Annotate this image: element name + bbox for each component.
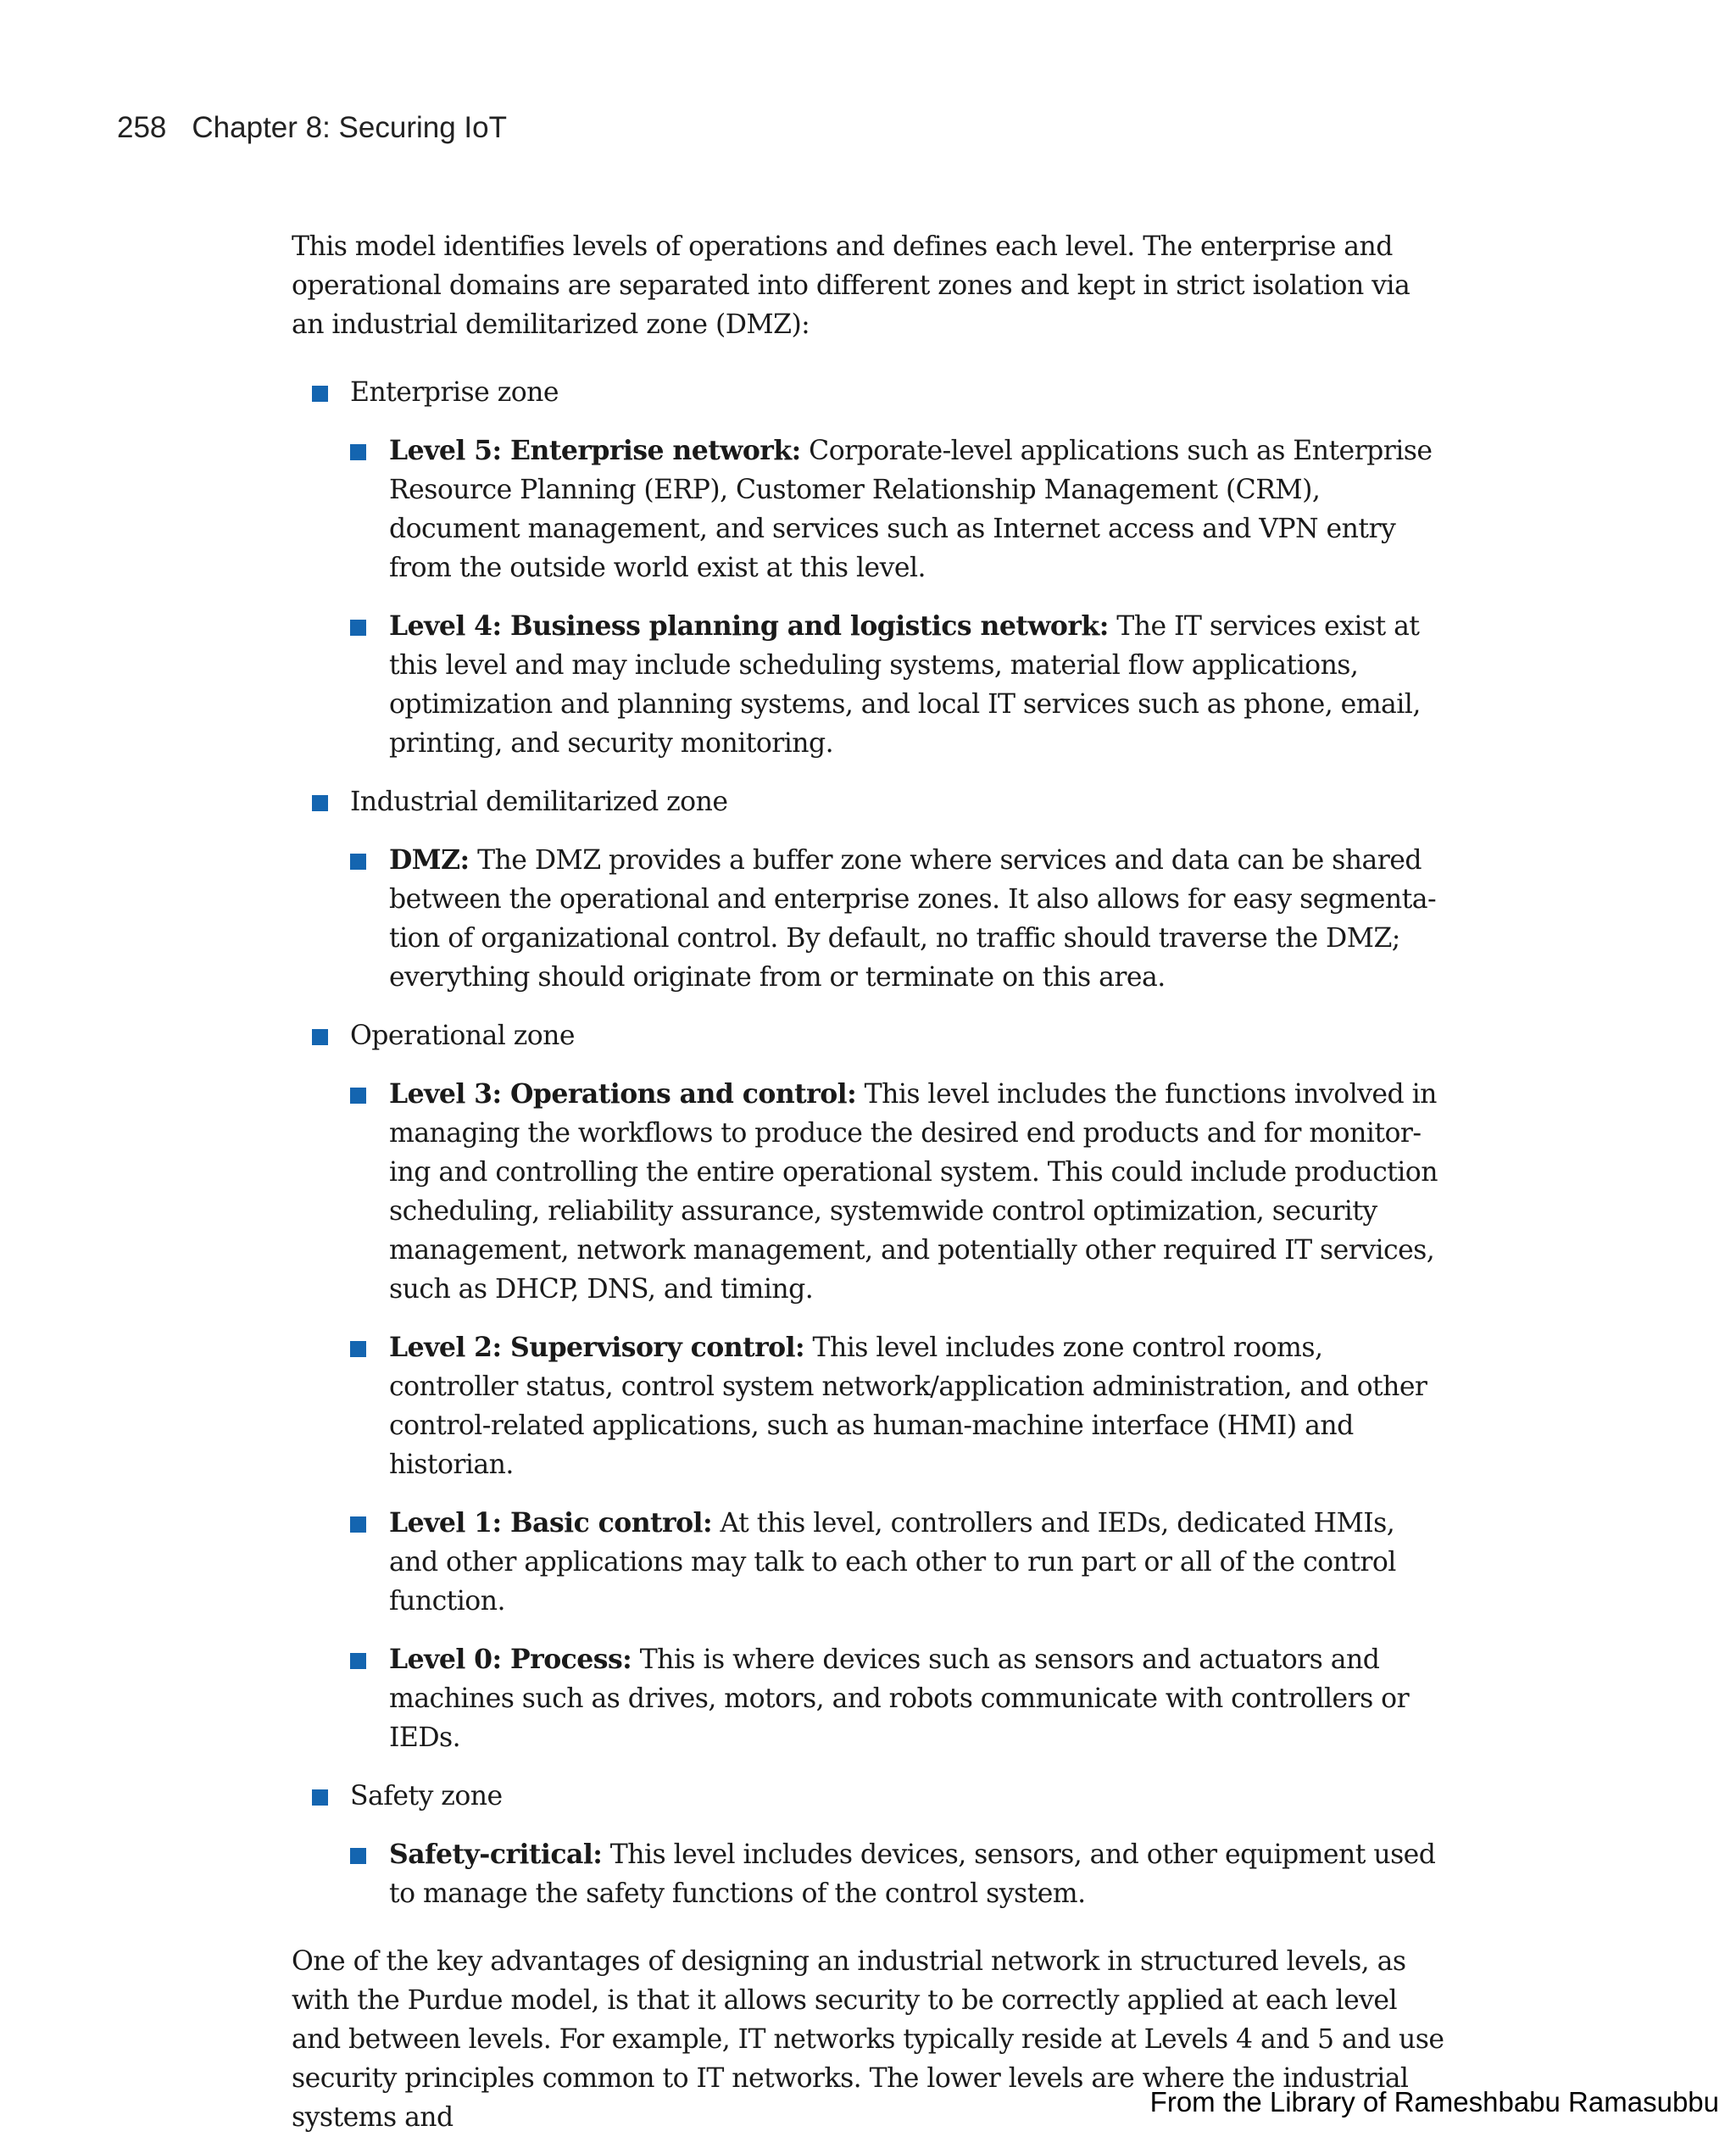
- level-description: This level includes the functions involved in managing the workflows to produce the desired end products and for monitoring and controlling the entire operational system. This could include production scheduling, reliability assurance, systemwide control optimization, security management, network management, and potentially other required IT services, such as DHCP, DNS, and timing.: [389, 1079, 1438, 1305]
- intro-paragraph: This model identifies levels of operations and defines each level. The enterprise and operational domains are separated into different zones and kept in strict isolation via an industrial demilitarized zone (DMZ):: [292, 231, 1410, 340]
- level-description: This is where devices such as sensors and actuators and machines such as drives, motors, and robots communicate with controllers or IEDs.: [389, 1644, 1410, 1753]
- zone-list: [292, 373, 1444, 1913]
- level-term: Level 0: Process:: [389, 1644, 632, 1675]
- square-bullet-icon: [312, 795, 328, 811]
- page-number: 258: [117, 111, 167, 144]
- zone-item: [292, 1777, 1444, 1913]
- level-item: [350, 431, 1444, 587]
- zone-item: [292, 782, 1444, 997]
- level-list: [350, 1075, 1444, 1757]
- level-item: [350, 1835, 1444, 1913]
- level-description: Corporate-level applications such as Enterprise Resource Planning (ERP), Customer Relationship Management (CRM), document management, and services such as Internet access and VPN entry from the outside world exist at this level.: [389, 436, 1433, 583]
- level-description: At this level, controllers and IEDs, dedicated HMIs, and other applications may talk to each other to run part or all of the control function.: [389, 1508, 1396, 1617]
- square-bullet-icon: [350, 444, 366, 460]
- zone-item: [292, 373, 1444, 763]
- level-term: Level 5: Enterprise network:: [389, 435, 801, 466]
- level-term: Safety-critical:: [389, 1839, 603, 1870]
- level-item: [350, 1075, 1444, 1309]
- square-bullet-icon: [350, 1341, 366, 1357]
- square-bullet-icon: [350, 1653, 366, 1669]
- level-term: Level 4: Business planning and logistics network:: [389, 610, 1109, 642]
- square-bullet-icon: [312, 386, 328, 402]
- level-item: [350, 1504, 1444, 1621]
- level-item: [350, 1640, 1444, 1757]
- level-list: [350, 431, 1444, 763]
- library-watermark: From the Library of Rameshbabu Ramasubbu: [1149, 2086, 1719, 2117]
- chapter-title: Chapter 8: Securing IoT: [192, 111, 507, 144]
- level-item: [350, 1328, 1444, 1484]
- square-bullet-icon: [312, 1789, 328, 1806]
- zone-name: Operational zone: [350, 1021, 576, 1051]
- level-term: Level 1: Basic control:: [389, 1507, 713, 1539]
- level-term: Level 2: Supervisory control:: [389, 1332, 805, 1363]
- square-bullet-icon: [350, 1516, 366, 1533]
- zone-name: Safety zone: [350, 1781, 503, 1811]
- page-header: [117, 111, 507, 145]
- level-term: Level 3: Operations and control:: [389, 1078, 857, 1110]
- closing-paragraph: One of the key advantages of designing an industrial network in structured levels, as with the Purdue model, is that it allows security to be correctly applied at each level and between levels. For example, IT networks typically reside at Levels 4 and 5 and use security principles common to IT networks. The lower levels are where the industrial systems and: [292, 1946, 1444, 2133]
- square-bullet-icon: [350, 620, 366, 636]
- level-description: The DMZ provides a buffer zone where services and data can be shared between the operational and enterprise zones. It also allows for easy segmentation of organizational control. By default, no traffic should traverse the DMZ; everything should originate from or terminate on this area.: [389, 845, 1437, 993]
- zone-name: Industrial demilitarized zone: [350, 787, 728, 817]
- level-item: [350, 841, 1444, 997]
- square-bullet-icon: [350, 854, 366, 870]
- square-bullet-icon: [350, 1088, 366, 1104]
- level-description: The IT services exist at this level and may include scheduling systems, material flow applications, optimization and planning systems, and local IT services such as phone, email, printing, and security monitoring.: [389, 611, 1421, 759]
- page-body: [292, 227, 1444, 2137]
- level-list: [350, 841, 1444, 997]
- level-term: DMZ:: [389, 844, 470, 876]
- level-description: This level includes zone control rooms, controller status, control system network/application administration, and other control-related applications, such as human-machine interface (HMI) and historian.: [389, 1333, 1427, 1480]
- level-description: This level includes devices, sensors, and other equipment used to manage the safety functions of the control system.: [389, 1839, 1436, 1909]
- zone-item: [292, 1016, 1444, 1757]
- square-bullet-icon: [312, 1029, 328, 1045]
- level-item: [350, 607, 1444, 763]
- level-list: [350, 1835, 1444, 1913]
- zone-name: Enterprise zone: [350, 377, 559, 408]
- square-bullet-icon: [350, 1848, 366, 1864]
